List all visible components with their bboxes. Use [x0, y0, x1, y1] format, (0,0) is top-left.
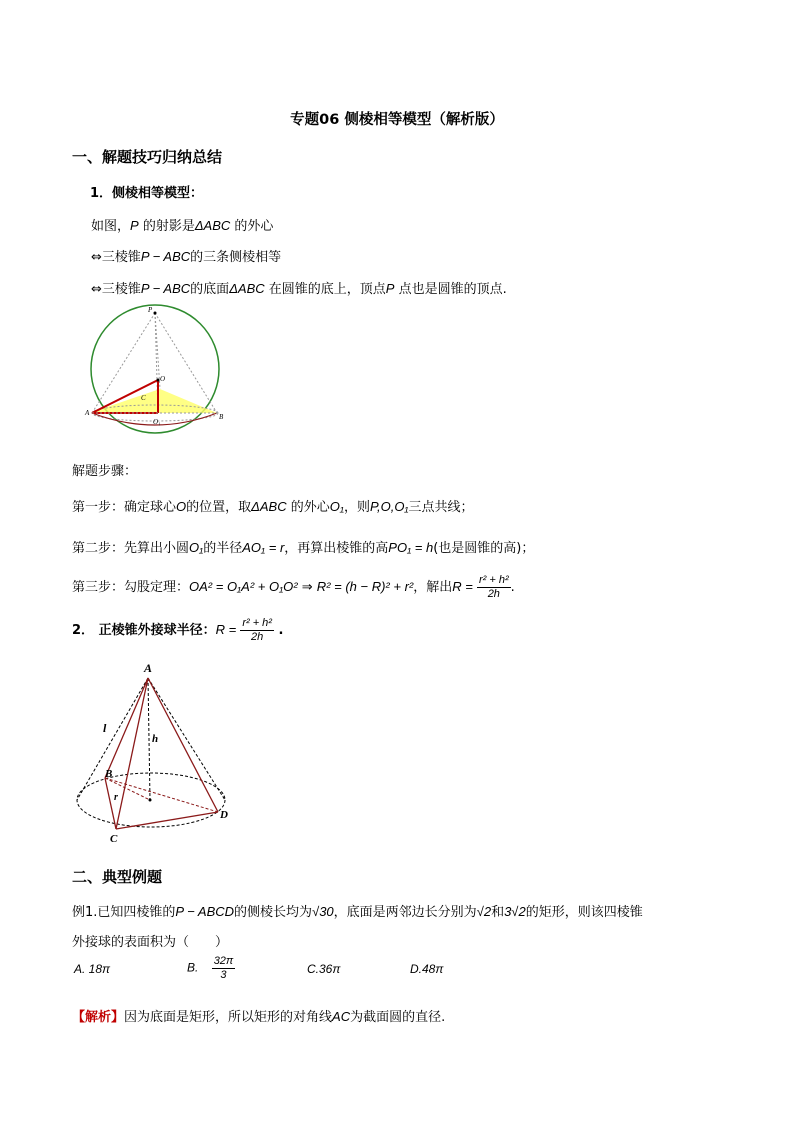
- point-p: [154, 312, 157, 315]
- base-center-point: [149, 799, 152, 802]
- step-3: 第三步：勾股定理：OA² = O₁A² + O₁O² ⇒ R² = (h − R)² + r²，解出R = $\frac{\text{r² + h²}}{2h}$ .: [72, 574, 515, 600]
- radius-r: [105, 778, 150, 800]
- option-b: B. $\frac{32\pi}{3}$: [187, 955, 234, 981]
- steps-heading: 解题步骤：: [72, 464, 138, 479]
- label-l: l: [103, 721, 107, 735]
- cone-left-generator: [77, 678, 148, 800]
- label-a: A: [144, 661, 153, 675]
- item1-line-2: ⇔三棱锥P − ABC的三条侧棱相等: [91, 249, 282, 265]
- label-r: r: [114, 792, 118, 803]
- label-b: B: [105, 768, 113, 780]
- section-heading-2: 二、典型例题: [72, 868, 163, 886]
- item1-line-3: ⇔三棱锥P − ABC的底面ΔABC 在圆锥的底上，顶点P 点也是圆锥的顶点.: [91, 281, 507, 297]
- base-triangle-fill: [92, 389, 217, 413]
- formula-fraction: $\frac{\text{r² + h²}}{2h}$: [478, 574, 509, 600]
- formula-fraction-2: $\frac{\text{r² + h²}}{2h}$: [242, 617, 272, 643]
- step-1: 第一步：确定球心O的位置，取ΔABC 的外心O₁，则P,O,O₁三点共线；: [72, 499, 474, 515]
- example-line-1: 例1.已知四棱锥的P − ABCD的侧棱长均为√30，底面是两邻边长分别为√2和3√2的矩形，则该四棱锥: [72, 904, 643, 920]
- edge-bc: [105, 778, 116, 829]
- label-a: A: [85, 409, 90, 417]
- edge-ac: [116, 678, 148, 829]
- sphere-cone-figure: [82, 305, 242, 435]
- label-p: P: [148, 306, 153, 314]
- label-h: h: [152, 733, 159, 745]
- pyramid-cone-figure: [72, 660, 242, 845]
- analysis-tag: 【解析】: [72, 1010, 125, 1025]
- label-o1: O₁: [153, 418, 161, 426]
- option-d: D.48π: [410, 962, 444, 976]
- option-a: A. 18π: [74, 962, 111, 976]
- analysis-line: 【解析】因为底面是矩形，所以矩形的对角线AC为截面圆的直径.: [72, 1009, 446, 1025]
- section-heading-1: 一、解题技巧归纳总结: [72, 148, 223, 166]
- page-title: 专题06 侧棱相等模型（解析版）: [290, 112, 504, 128]
- base-diagonal-bd: [105, 778, 218, 812]
- item1-heading: 1．侧棱相等模型：: [90, 186, 204, 201]
- edge-ab: [105, 678, 148, 778]
- cone-right-generator: [148, 678, 225, 800]
- item1-line-1: 如图，P 的射影是ΔABC 的外心: [91, 218, 274, 234]
- item2-line: 2． 正棱锥外接球半径：R = $\frac{\text{r² + h²}}{2h}$ .: [72, 617, 284, 643]
- label-o: O: [160, 375, 166, 383]
- label-b: B: [219, 413, 224, 421]
- edge-ad: [148, 678, 218, 812]
- step-2: 第二步：先算出小圆O₁的半径AO₁ = r，再算出棱锥的高PO₁ = h(也是圆锥的高)；: [72, 540, 535, 556]
- example-line-2: 外接球的表面积为（ ）: [72, 935, 229, 950]
- height-h: [148, 678, 150, 800]
- label-c: C: [110, 833, 118, 845]
- option-c: C.36π: [307, 962, 341, 976]
- label-c: C: [141, 394, 146, 402]
- label-d: D: [220, 809, 228, 821]
